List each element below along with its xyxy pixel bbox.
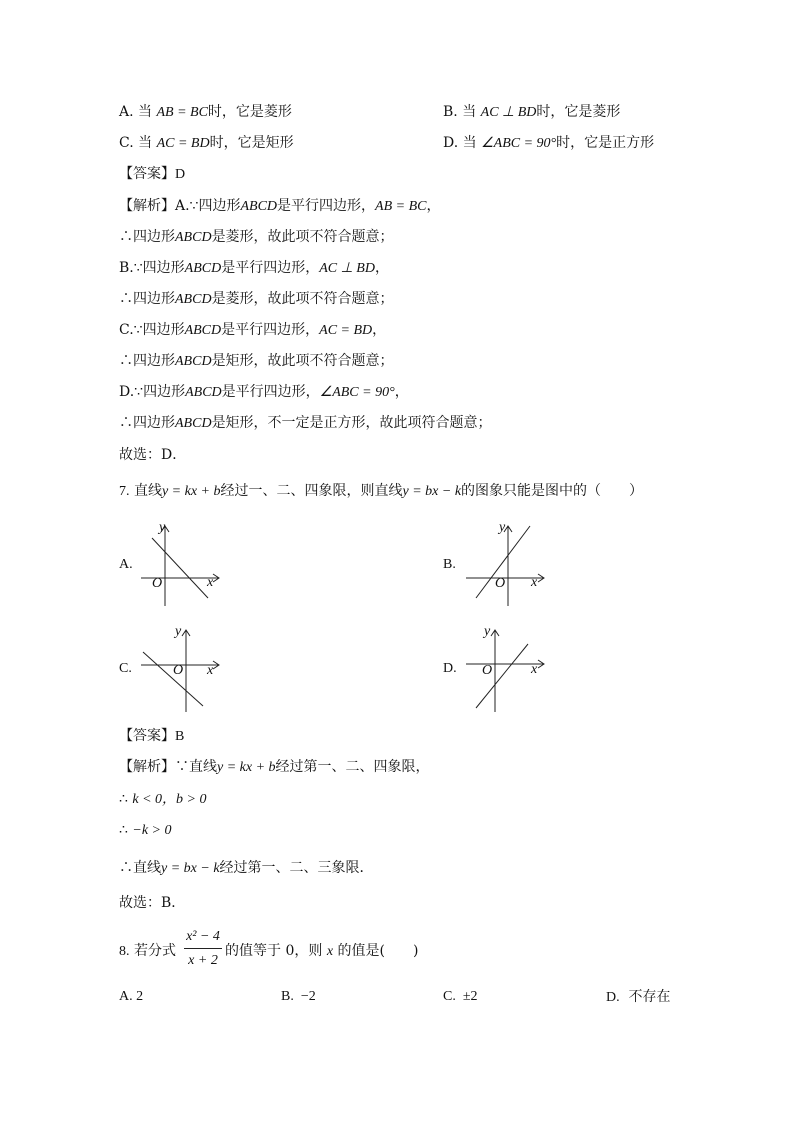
q7-analysis-line-4: ∴直线y = bx − k经过第一、二、三象限． [119, 860, 374, 876]
q8-stem-lead: 8. 若分式 [119, 943, 176, 959]
q6-option-b: B. 当 AC ⊥ BD时，它是菱形 [443, 104, 621, 120]
q7-answer: 【答案】B [119, 728, 185, 744]
origin-label: O [482, 663, 493, 678]
q8-option-a: A. 2 [119, 989, 144, 1004]
q7-graph-a-letter: A. [119, 557, 133, 572]
q7-analysis-line-2: ∴ k < 0，b > 0 [119, 791, 207, 807]
q6-analysis-line-7: D.∵四边形ABCD是平行四边形，∠ABC = 90°， [119, 384, 409, 400]
q6-analysis-line-6: ∴四边形ABCD是矩形，故此项不符合题意； [119, 353, 394, 369]
q7-graph-d-letter: D. [443, 661, 457, 676]
q8-fraction-denominator: x + 2 [188, 953, 218, 968]
graph-line [143, 652, 203, 706]
q8-fraction-bar [184, 948, 222, 949]
origin-label: O [495, 576, 506, 591]
x-axis-label: x [531, 662, 538, 677]
q7-graph-b-letter: B. [443, 557, 456, 572]
q7-analysis-line-1: 【解析】∵直线y = kx + b经过第一、二、四象限， [119, 759, 430, 775]
q6-analysis-line-8: ∴四边形ABCD是矩形，不一定是正方形，故此项符合题意； [119, 415, 492, 431]
q7-analysis-line-3: ∴ −k > 0 [119, 822, 172, 838]
q6-analysis-line-1: 【解析】A.∵四边形ABCD是平行四边形，AB = BC， [119, 198, 441, 214]
q7-conclusion: 故选：B． [119, 895, 186, 911]
q8-option-b: B. −2 [281, 989, 316, 1004]
q6-analysis-line-3: B.∵四边形ABCD是平行四边形，AC ⊥ BD， [119, 260, 389, 276]
q7-graph-b [460, 518, 555, 613]
q6-analysis-line-4: ∴四边形ABCD是菱形，故此项不符合题意； [119, 291, 394, 307]
q6-analysis-line-5: C.∵四边形ABCD是平行四边形，AC = BD， [119, 322, 387, 338]
origin-label: O [173, 663, 184, 678]
q6-analysis-line-2: ∴四边形ABCD是菱形，故此项不符合题意； [119, 229, 394, 245]
x-axis-label: x [531, 575, 538, 590]
q7-graph-c-letter: C. [119, 661, 132, 676]
q6-option-d: D. 当 ∠ABC = 90°时，它是正方形 [443, 135, 655, 151]
x-axis-label: x [207, 575, 214, 590]
q7-stem: 7. 直线y = kx + b经过一、二、四象限，则直线y = bx − k的图象只能是图中的（ ） [119, 483, 644, 499]
q6-conclusion: 故选：D． [119, 447, 187, 463]
y-axis-label: y [484, 624, 491, 639]
q8-stem-tail: 的值等于 0，则 x 的值是( ) [225, 943, 419, 959]
origin-label: O [152, 576, 163, 591]
q6-answer: 【答案】D [119, 166, 186, 182]
q7-graph-d [460, 622, 555, 717]
q7-graph-a [135, 518, 230, 613]
q6-option-a: A. 当 AB = BC时，它是菱形 [119, 104, 292, 120]
q8-option-d: D. 不存在 [606, 989, 671, 1005]
x-axis-label: x [207, 663, 214, 678]
y-axis-label: y [159, 520, 166, 535]
y-axis-label: y [499, 520, 506, 535]
q6-option-c: C. 当 AC = BD时，它是矩形 [119, 135, 294, 151]
q8-option-c: C. ±2 [443, 989, 478, 1004]
y-axis-label: y [175, 624, 182, 639]
q8-fraction-numerator: x² − 4 [186, 929, 220, 944]
